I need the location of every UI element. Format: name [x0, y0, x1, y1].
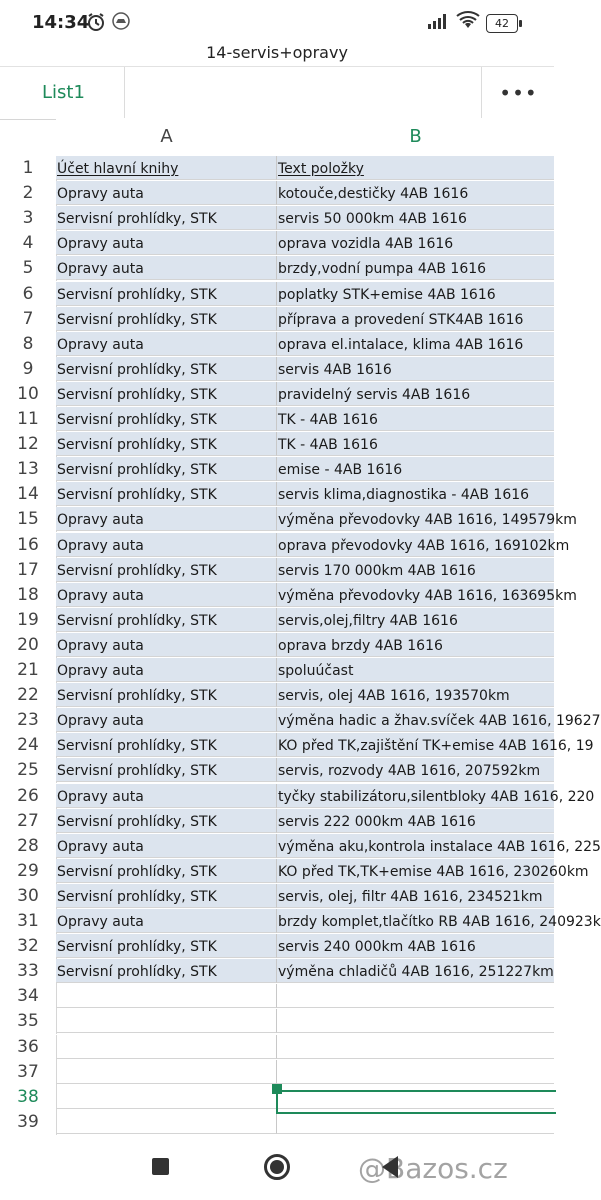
cell-b[interactable]: oprava převodovky 4AB 1616, 169102km [277, 533, 554, 557]
cell-b[interactable]: tyčky stabilizátoru,silentbloky 4AB 1616, 220 [277, 784, 554, 808]
cell-b[interactable]: poplatky STK+emise 4AB 1616 [277, 282, 554, 306]
table-row [0, 181, 554, 206]
table-row [0, 909, 601, 934]
row-header[interactable]: 26 [0, 784, 57, 809]
cell-b[interactable]: oprava vozidla 4AB 1616 [277, 231, 554, 255]
cell-b[interactable]: pravidelný servis 4AB 1616 [277, 382, 554, 406]
row-header[interactable]: 18 [0, 583, 57, 608]
cell-b[interactable]: servis 170 000km 4AB 1616 [277, 558, 554, 582]
alarm-icon [86, 12, 106, 36]
row-header[interactable]: 31 [0, 909, 57, 934]
cell-b[interactable]: servis 240 000km 4AB 1616 [277, 934, 554, 958]
back-button[interactable] [382, 1156, 398, 1178]
cell-a[interactable]: Servisní prohlídky, STK [56, 809, 277, 833]
table-row [0, 934, 554, 959]
table-row [0, 457, 554, 482]
cell-b[interactable]: Text položky [277, 156, 554, 180]
table-row [0, 432, 554, 457]
cell-a[interactable]: Opravy auta [56, 834, 277, 858]
cell-a[interactable]: Opravy auta [56, 181, 277, 205]
cell-a[interactable]: Servisní prohlídky, STK [56, 482, 277, 506]
column-header-a[interactable]: A [56, 118, 278, 157]
cell-b[interactable]: spoluúčast [277, 658, 554, 682]
cell-a[interactable] [56, 984, 277, 1008]
cell-a[interactable]: Servisní prohlídky, STK [56, 382, 277, 406]
table-row [0, 558, 554, 583]
cell-b[interactable]: TK - 4AB 1616 [277, 407, 554, 431]
cell-a[interactable]: Servisní prohlídky, STK [56, 407, 277, 431]
cell-a[interactable]: Servisní prohlídky, STK [56, 357, 277, 381]
sheet-tab-bar [0, 66, 554, 120]
app-notification-icon [112, 12, 130, 34]
cell-a[interactable] [56, 1009, 277, 1033]
status-bar [0, 0, 554, 46]
row-header[interactable]: 6 [0, 282, 57, 307]
cell-a[interactable]: Servisní prohlídky, STK [56, 733, 277, 757]
cell-b[interactable] [277, 1035, 554, 1059]
cell-b[interactable]: kotouče,destičky 4AB 1616 [277, 181, 554, 205]
cell-a[interactable]: Opravy auta [56, 633, 277, 657]
row-header[interactable]: 36 [0, 1035, 57, 1060]
home-button[interactable] [264, 1154, 290, 1180]
tab-label: List1 [42, 82, 85, 103]
cell-a[interactable] [56, 1085, 277, 1109]
row-header[interactable]: 3 [0, 206, 57, 231]
row-header[interactable]: 39 [0, 1110, 57, 1135]
table-row [0, 231, 554, 256]
row-header[interactable]: 34 [0, 984, 57, 1009]
table-row [0, 156, 554, 181]
cell-b[interactable]: TK - 4AB 1616 [277, 432, 554, 456]
row-header[interactable]: 19 [0, 608, 57, 633]
table-row [0, 1009, 554, 1034]
cell-a[interactable]: Opravy auta [56, 909, 277, 933]
column-header-b[interactable]: B [277, 118, 554, 157]
row-header[interactable]: 1 [0, 156, 57, 181]
table-row [0, 482, 554, 507]
row-header[interactable]: 21 [0, 658, 57, 683]
more-options-button[interactable]: ••• [481, 67, 555, 119]
table-row [0, 332, 554, 357]
table-row [0, 1060, 554, 1085]
signal-icon [427, 12, 449, 34]
row-header[interactable]: 27 [0, 809, 57, 834]
spreadsheet-grid[interactable] [0, 118, 601, 1142]
cell-b[interactable]: brzdy komplet,tlačítko RB 4AB 1616, 240923k [277, 909, 554, 933]
cell-b[interactable]: servis,olej,filtry 4AB 1616 [277, 608, 554, 632]
cell-b[interactable]: servis klima,diagnostika - 4AB 1616 [277, 482, 554, 506]
cell-b[interactable]: servis 50 000km 4AB 1616 [277, 206, 554, 230]
cell-a[interactable]: Opravy auta [56, 332, 277, 356]
cell-b[interactable]: příprava a provedení STK4AB 1616 [277, 307, 554, 331]
watermark: @Bazos.cz [358, 1152, 508, 1185]
cell-a[interactable]: Servisní prohlídky, STK [56, 934, 277, 958]
cell-a[interactable] [56, 1035, 277, 1059]
table-row [0, 658, 554, 683]
row-header[interactable]: 32 [0, 934, 57, 959]
table-row [0, 784, 595, 809]
row-header[interactable]: 5 [0, 256, 57, 281]
cell-a[interactable]: Servisní prohlídky, STK [56, 884, 277, 908]
row-header[interactable]: 12 [0, 432, 57, 457]
table-row [0, 959, 554, 984]
table-row [0, 357, 554, 382]
row-header[interactable]: 2 [0, 181, 57, 206]
cell-b[interactable] [277, 1060, 554, 1084]
recent-apps-button[interactable] [152, 1158, 169, 1175]
table-row [0, 809, 554, 834]
cell-b[interactable]: výměna chladičů 4AB 1616, 251227km [277, 959, 554, 983]
row-header[interactable]: 28 [0, 834, 57, 859]
cell-b[interactable]: výměna převodovky 4AB 1616, 149579km [277, 507, 554, 531]
cell-a[interactable]: Servisní prohlídky, STK [56, 282, 277, 306]
wifi-icon [456, 12, 480, 34]
row-header[interactable]: 11 [0, 407, 57, 432]
cell-a[interactable] [56, 1110, 277, 1134]
cell-b[interactable]: oprava el.intalace, klima 4AB 1616 [277, 332, 554, 356]
row-header[interactable]: 15 [0, 507, 57, 532]
cell-b[interactable]: servis 4AB 1616 [277, 357, 554, 381]
table-row [0, 206, 554, 231]
row-header[interactable]: 25 [0, 758, 57, 783]
document-title: 14-servis+opravy [206, 43, 348, 62]
cell-a[interactable]: Opravy auta [56, 256, 277, 280]
cell-b[interactable]: KO před TK,TK+emise 4AB 1616, 230260km [277, 859, 554, 883]
cell-a[interactable]: Opravy auta [56, 583, 277, 607]
selected-cell[interactable] [276, 1090, 556, 1114]
row-header[interactable]: 29 [0, 859, 57, 884]
table-row [0, 859, 589, 884]
table-row [0, 282, 554, 307]
cell-b[interactable]: servis 222 000km 4AB 1616 [277, 809, 554, 833]
row-header[interactable]: 37 [0, 1060, 57, 1085]
table-row [0, 583, 577, 608]
cell-a[interactable]: Opravy auta [56, 658, 277, 682]
table-row [0, 834, 601, 859]
cell-b[interactable]: servis, olej, filtr 4AB 1616, 234521km [277, 884, 554, 908]
cell-b[interactable] [277, 984, 554, 1008]
cell-b[interactable] [277, 1009, 554, 1033]
cell-a[interactable]: Servisní prohlídky, STK [56, 206, 277, 230]
cell-a[interactable]: Opravy auta [56, 533, 277, 557]
row-header[interactable]: 23 [0, 708, 57, 733]
cell-a[interactable]: Servisní prohlídky, STK [56, 307, 277, 331]
row-header[interactable]: 33 [0, 959, 57, 984]
cell-a[interactable]: Servisní prohlídky, STK [56, 859, 277, 883]
table-row [0, 507, 577, 532]
table-row [0, 1035, 554, 1060]
table-row [0, 683, 554, 708]
cell-a[interactable]: Servisní prohlídky, STK [56, 432, 277, 456]
cell-a[interactable]: Opravy auta [56, 507, 277, 531]
cell-a[interactable]: Účet hlavní knihy [56, 156, 277, 180]
cell-a[interactable]: Servisní prohlídky, STK [56, 558, 277, 582]
row-header[interactable]: 22 [0, 683, 57, 708]
cell-a[interactable]: Opravy auta [56, 708, 277, 732]
cell-b[interactable]: výměna aku,kontrola instalace 4AB 1616, 225 [277, 834, 554, 858]
cell-a[interactable]: Servisní prohlídky, STK [56, 683, 277, 707]
cell-b[interactable]: servis, rozvody 4AB 1616, 207592km [277, 758, 554, 782]
cell-a[interactable]: Servisní prohlídky, STK [56, 758, 277, 782]
table-row [0, 984, 554, 1009]
battery-icon: 42 [486, 14, 518, 33]
row-header[interactable]: 10 [0, 382, 57, 407]
row-header[interactable]: 38 [0, 1085, 57, 1110]
cell-a[interactable]: Opravy auta [56, 231, 277, 255]
system-navigation-bar [0, 1142, 554, 1200]
table-row [0, 407, 554, 432]
row-header[interactable]: 17 [0, 558, 57, 583]
cell-b[interactable]: KO před TK,zajištění TK+emise 4AB 1616, 19 [277, 733, 554, 757]
row-header[interactable]: 16 [0, 533, 57, 558]
row-header[interactable]: 35 [0, 1009, 57, 1034]
table-row [0, 758, 554, 783]
row-header[interactable]: 8 [0, 332, 57, 357]
row-header[interactable]: 9 [0, 357, 57, 382]
select-all-corner[interactable] [0, 118, 57, 157]
cell-b[interactable]: servis, olej 4AB 1616, 193570km [277, 683, 554, 707]
table-row [0, 708, 601, 733]
cell-a[interactable]: Servisní prohlídky, STK [56, 608, 277, 632]
selection-handle[interactable] [272, 1084, 282, 1094]
table-row [0, 307, 554, 332]
row-header[interactable]: 20 [0, 633, 57, 658]
cell-a[interactable]: Opravy auta [56, 784, 277, 808]
cell-b[interactable]: brzdy,vodní pumpa 4AB 1616 [277, 256, 554, 280]
cell-a[interactable]: Servisní prohlídky, STK [56, 959, 277, 983]
cell-b[interactable]: oprava brzdy 4AB 1616 [277, 633, 554, 657]
table-row [0, 608, 554, 633]
row-header[interactable]: 7 [0, 307, 57, 332]
row-header[interactable]: 30 [0, 884, 57, 909]
row-header[interactable]: 14 [0, 482, 57, 507]
table-row [0, 256, 554, 281]
table-row [0, 382, 554, 407]
table-row [0, 633, 554, 658]
clock: 14:34 [32, 12, 90, 33]
table-row [0, 733, 594, 758]
tab-list1[interactable] [0, 67, 125, 119]
cell-a[interactable]: Servisní prohlídky, STK [56, 457, 277, 481]
cell-b[interactable]: výměna hadic a žhav.svíček 4AB 1616, 19627 [277, 708, 554, 732]
table-row [0, 533, 570, 558]
row-header[interactable]: 24 [0, 733, 57, 758]
row-header[interactable]: 4 [0, 231, 57, 256]
cell-a[interactable] [56, 1060, 277, 1084]
cell-b[interactable]: výměna převodovky 4AB 1616, 163695km [277, 583, 554, 607]
row-header[interactable]: 13 [0, 457, 57, 482]
table-row [0, 884, 554, 909]
cell-b[interactable]: emise - 4AB 1616 [277, 457, 554, 481]
